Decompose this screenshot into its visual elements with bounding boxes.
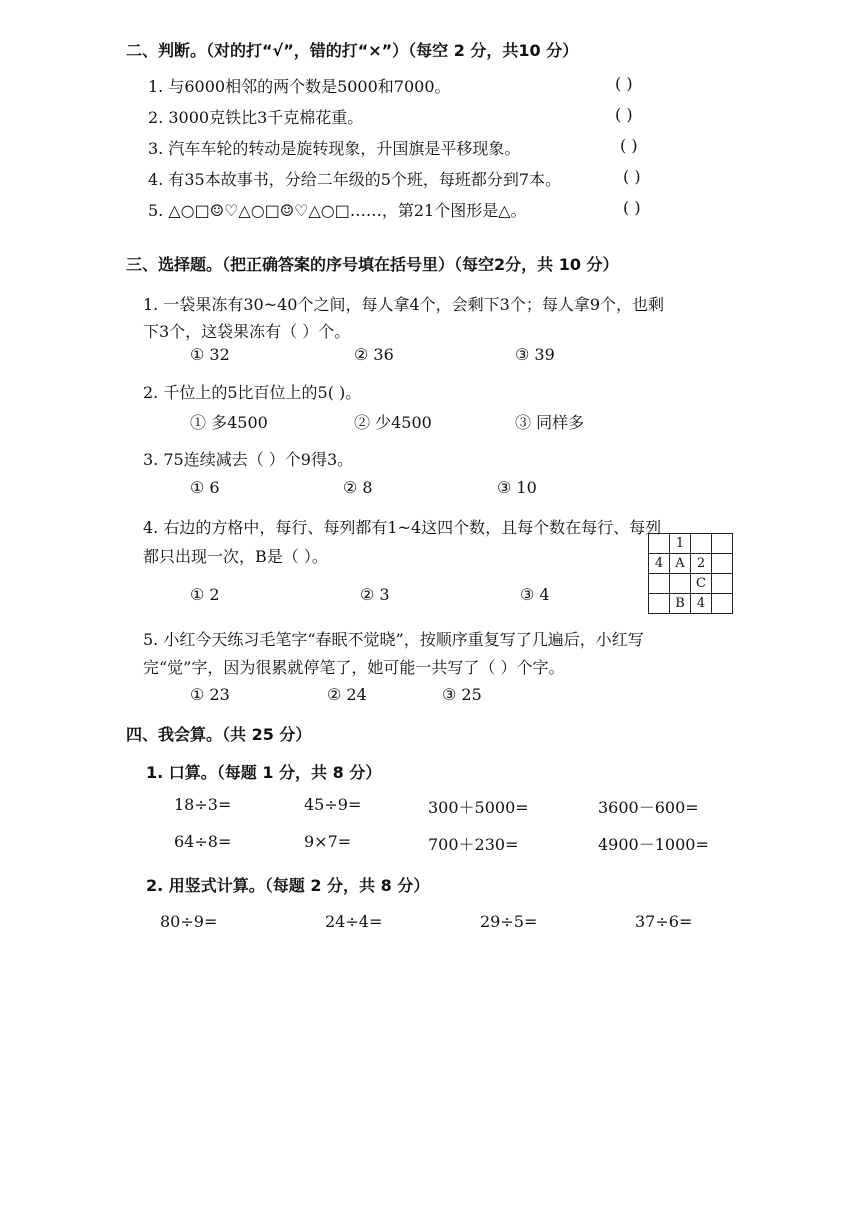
vertical-calc-problem: 80÷9= [160,912,218,931]
vertical-calc-problem: 37÷6= [635,912,693,931]
choice-q1-line2: 下3个，这袋果冻有（ ）个。 [143,322,351,341]
choice-q4-option-2: ② 3 [360,585,390,604]
choice-q5-line2: 完“觉”字，因为很累就停笔了，她可能一共写了（ ）个字。 [143,658,565,677]
grid-cell: 4 [649,554,670,574]
grid-cell [712,534,733,554]
judge-item-1: 1. 与6000相邻的两个数是5000和7000。 [148,77,451,96]
mental-math-problem: 18÷3= [174,795,232,814]
choice-q3-line1: 3. 75连续减去（ ）个9得3。 [143,450,354,469]
mental-math-problem: 64÷8= [174,832,232,851]
number-grid [648,533,733,614]
grid-cell [670,574,691,594]
mental-math-title: 1. 口算。（每题 1 分，共 8 分） [146,763,382,782]
section-3-title: 三、选择题。（把正确答案的序号填在括号里）（每空2分，共 10 分） [126,255,619,274]
choice-q3-option-3: ③ 10 [497,478,537,497]
answer-paren-2[interactable]: ( ) [615,105,633,124]
grid-cell: B [670,594,691,614]
choice-q2-option-2: ② 少4500 [354,413,432,432]
mental-math-problem: 700＋230= [428,835,519,854]
grid-cell [649,574,670,594]
choice-q4-option-3: ③ 4 [520,585,550,604]
judge-item-2: 2. 3000克铁比3千克棉花重。 [148,108,364,127]
vertical-calc-title: 2. 用竖式计算。（每题 2 分，共 8 分） [146,876,430,895]
choice-q1-option-2: ② 36 [354,345,394,364]
grid-cell [649,534,670,554]
mental-math-problem: 4900－1000= [598,835,709,854]
answer-paren-4[interactable]: ( ) [623,167,641,186]
choice-q5-option-2: ② 24 [327,685,367,704]
grid-cell: 1 [670,534,691,554]
choice-q2-line1: 2. 千位上的5比百位上的5( )。 [143,383,362,402]
judge-item-3: 3. 汽车车轮的转动是旋转现象，升国旗是平移现象。 [148,139,521,158]
grid-cell: 2 [691,554,712,574]
choice-q3-option-2: ② 8 [343,478,373,497]
vertical-calc-problem: 24÷4= [325,912,383,931]
grid-cell: C [691,574,712,594]
section-4-title: 四、我会算。（共 25 分） [126,725,312,744]
choice-q5-line1: 5. 小红今天练习毛笔字“春眠不觉晓”，按顺序重复写了几遍后，小红写 [143,630,644,649]
vertical-calc-problem: 29÷5= [480,912,538,931]
choice-q1-option-1: ① 32 [190,345,230,364]
grid-cell [712,554,733,574]
choice-q2-option-3: ③ 同样多 [515,413,585,432]
choice-q5-option-3: ③ 25 [442,685,482,704]
choice-q2-option-1: ① 多4500 [190,413,268,432]
choice-q3-option-1: ① 6 [190,478,220,497]
choice-q4-line2: 都只出现一次，B是（ ）。 [143,547,328,566]
grid-cell [649,594,670,614]
mental-math-problem: 300＋5000= [428,798,529,817]
choice-q1-option-3: ③ 39 [515,345,555,364]
grid-cell: A [670,554,691,574]
grid-cell [712,574,733,594]
judge-item-5: 5. △○□☺♡△○□☺♡△○□……，第21个图形是△。 [148,201,527,220]
answer-paren-3[interactable]: ( ) [620,136,638,155]
choice-q5-option-1: ① 23 [190,685,230,704]
grid-cell: 4 [691,594,712,614]
grid-cell [712,594,733,614]
section-2-title: 二、判断。（对的打“√”，错的打“×”）（每空 2 分，共10 分） [126,41,579,60]
choice-q4-line1: 4. 右边的方格中，每行、每列都有1~4这四个数，且每个数在每行、每列 [143,518,662,537]
answer-paren-5[interactable]: ( ) [623,198,641,217]
choice-q4-option-1: ① 2 [190,585,220,604]
choice-q1-line1: 1. 一袋果冻有30~40个之间，每人拿4个，会剩下3个；每人拿9个，也剩 [143,295,665,314]
mental-math-problem: 9×7= [304,832,352,851]
mental-math-problem: 45÷9= [304,795,362,814]
answer-paren-1[interactable]: ( ) [615,74,633,93]
judge-item-4: 4. 有35本故事书，分给二年级的5个班，每班都分到7本。 [148,170,562,189]
mental-math-problem: 3600－600= [598,798,699,817]
grid-cell [691,534,712,554]
